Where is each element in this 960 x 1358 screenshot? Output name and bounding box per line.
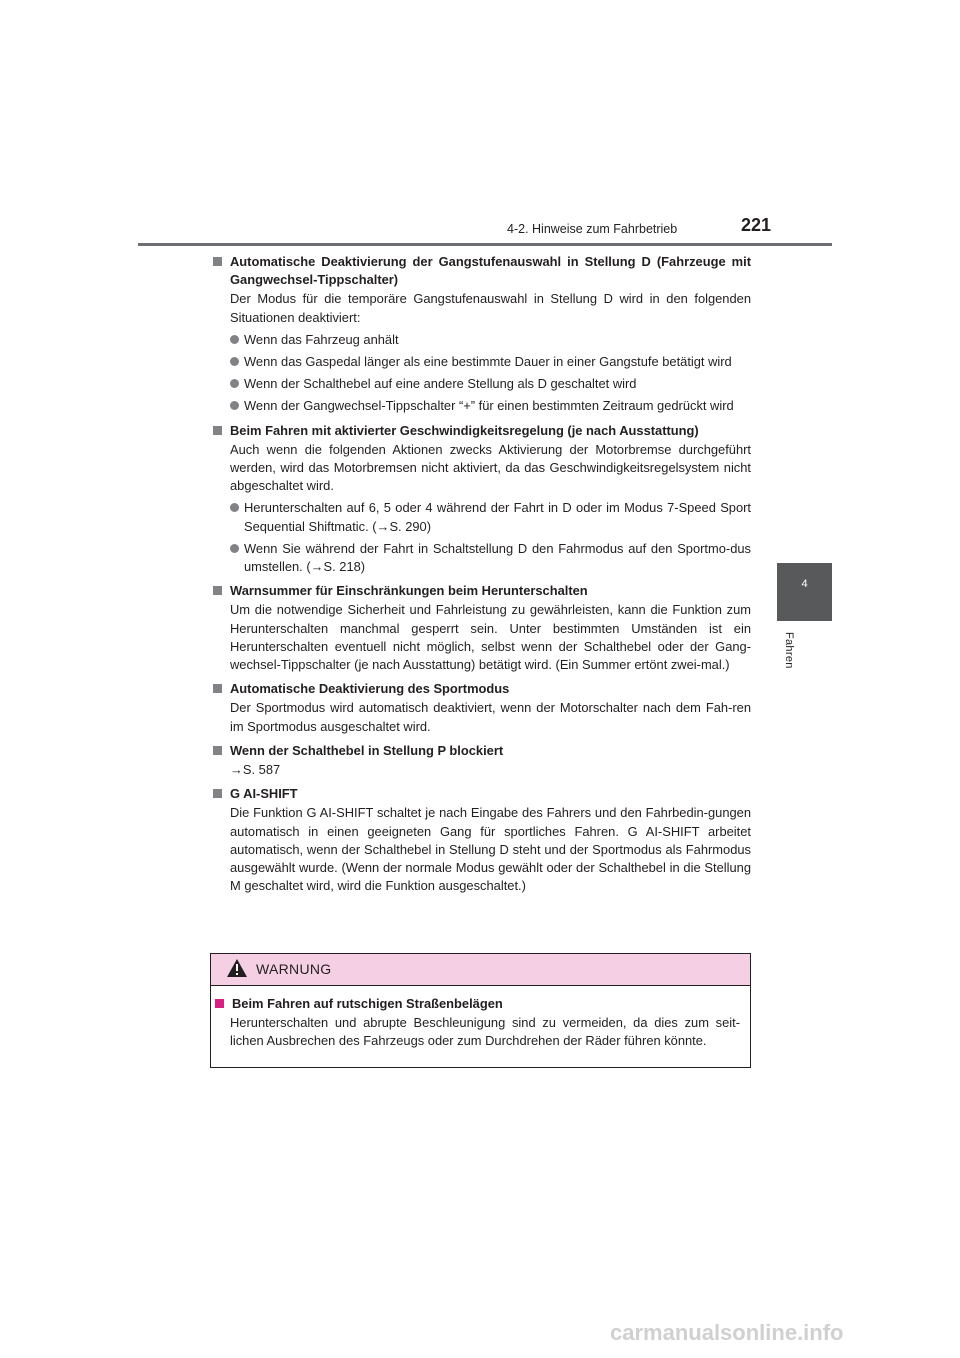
section-square-icon: [213, 789, 222, 798]
bullet-dot-icon: [230, 503, 239, 512]
section-square-icon: [213, 586, 222, 595]
warning-item-title: Beim Fahren auf rutschigen Straßenbelägen: [213, 995, 740, 1013]
list-item: Wenn Sie während der Fahrt in Schaltstellung D den Fahrmodus auf den Sportmo-dus umstellen. (→S. 218): [230, 540, 751, 576]
chapter-label: Fahren: [783, 632, 795, 669]
running-header-section: 4-2. Hinweise zum Fahrbetrieb: [507, 222, 678, 236]
section-square-icon: [215, 999, 224, 1008]
section-title: Automatische Deaktivierung des Sportmodus: [211, 680, 751, 698]
warning-body: [211, 986, 750, 1051]
chapter-tab: [777, 563, 832, 621]
page-number: 221: [741, 215, 772, 235]
section-square-icon: [213, 746, 222, 755]
section-title: Warnsummer für Einschränkungen beim Herunterschalten: [211, 582, 751, 600]
warning-title: WARNUNG: [256, 961, 332, 977]
warning-box: [210, 953, 751, 1068]
bullet-dot-icon: [230, 401, 239, 410]
section-title: Beim Fahren mit aktivierter Geschwindigkeitsregelung (je nach Ausstattung): [211, 422, 751, 440]
section-paragraph: Der Sportmodus wird automatisch deaktiviert, wenn der Motorschalter nach dem Fah-ren im Sportmodus ausgeschaltet wird.: [230, 700, 751, 734]
page-reference-link[interactable]: →S. 587: [230, 762, 281, 778]
list-item: Wenn das Gaspedal länger als eine bestimmte Dauer in einer Gangstufe betätigt wird: [230, 353, 751, 371]
header-rule: [138, 243, 832, 246]
section-title: Wenn der Schalthebel in Stellung P blockiert: [211, 742, 751, 760]
bullet-dot-icon: [230, 544, 239, 553]
bullet-dot-icon: [230, 379, 239, 388]
section-title: G AI-SHIFT: [211, 785, 751, 803]
section-square-icon: [213, 684, 222, 693]
section-square-icon: [213, 257, 222, 266]
warning-triangle-icon: [226, 958, 248, 983]
warning-header: [211, 954, 750, 986]
list-item: Herunterschalten auf 6, 5 oder 4 während der Fahrt in D oder im Modus 7-Speed Sport Sequential Shiftmatic. (→S. 290): [230, 499, 751, 535]
list-item: Wenn der Gangwechsel-Tippschalter “+” für einen bestimmten Zeitraum gedrückt wird: [230, 397, 751, 415]
list-item: Wenn der Schalthebel auf eine andere Stellung als D geschaltet wird: [230, 375, 751, 393]
section-title: Automatische Deaktivierung der Gangstufenauswahl in Stellung D (Fahrzeuge mit Gangwechsel-Tippschalter): [211, 253, 751, 289]
watermark: carmanualsonline.info: [610, 1320, 844, 1345]
chapter-number: 4: [801, 578, 808, 590]
section-paragraph: Auch wenn die folgenden Aktionen zwecks Aktivierung der Motorbremse durchgeführt werden, wird das Motorbremsen nicht aktiviert, da das Geschwindigkeitsregelsystem nicht abgeschaltet wird.: [230, 441, 751, 494]
warning-item-text: Herunterschalten und abrupte Beschleunigung sind zu vermeiden, da dies zum seit-lichen Ausbrechen des Fahrzeugs oder zum Durchdrehen der Räder führen könnte.: [230, 1015, 740, 1049]
section-paragraph: Um die notwendige Sicherheit und Fahrleistung zu gewährleisten, kann die Funktion zum Herunterschalten manchmal gesperrt sein. Unter bestimmten Umständen ist ein Herunterschalten eventuell nicht möglich, selbst wenn der Schalthebel oder der Gang-wechsel-Tippschalter (je nach Ausstattung) betätigt wird. (Ein Summer ertönt zwei-mal.): [230, 602, 751, 673]
section-square-icon: [213, 426, 222, 435]
main-content: [211, 253, 751, 896]
bullet-dot-icon: [230, 335, 239, 344]
section-paragraph: Die Funktion G AI-SHIFT schaltet je nach Eingabe des Fahrers und den Fahrbedin-gungen automatisch in einen geeigneten Gang für sportliches Fahren. G AI-SHIFT arbeitet automatisch, wenn der Schalthebel in Stellung D steht und der Sportmodus als Fahrmodus ausgewählt wurde. (Wenn der normale Modus gewählt oder der Schalthebel in die Stellung M geschaltet wird, wird die Funktion ausgeschaltet.): [230, 805, 751, 894]
section-paragraph: Der Modus für die temporäre Gangstufenauswahl in Stellung D wird in den folgenden Situationen deaktiviert:: [230, 291, 751, 325]
bullet-dot-icon: [230, 357, 239, 366]
list-item: Wenn das Fahrzeug anhält: [230, 331, 751, 349]
